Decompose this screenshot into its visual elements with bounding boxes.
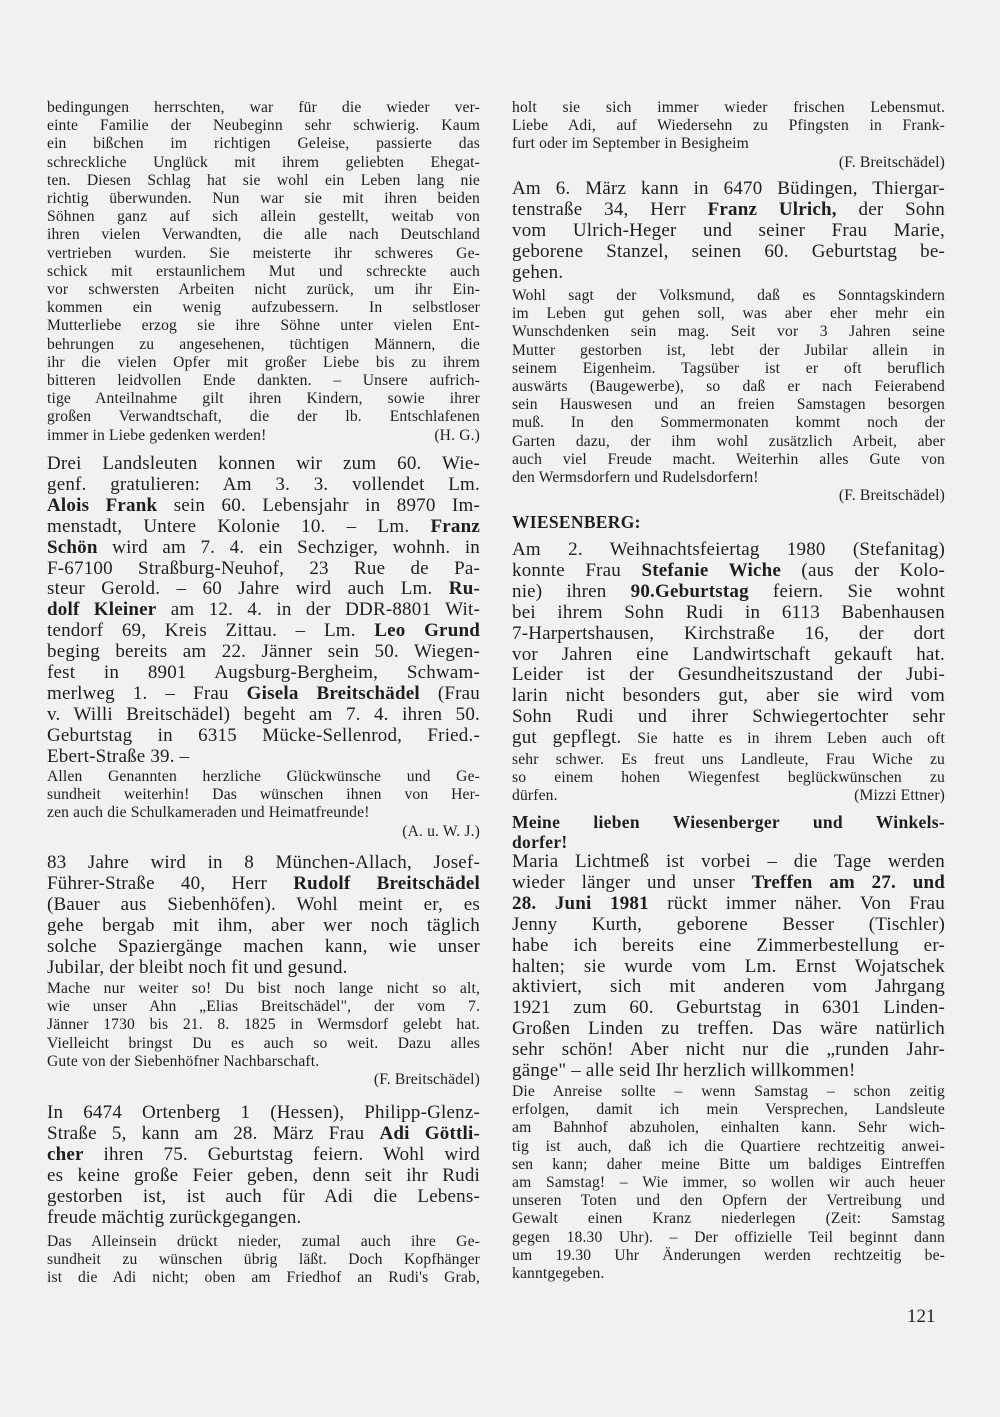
bold-name: Adi Göttli- [379, 1122, 480, 1144]
text-line [512, 378, 945, 396]
text-segment: gegen 18.30 Uhr). – Der offizielle Teil beginnt dann [512, 1228, 945, 1246]
text-line [512, 1101, 945, 1119]
text-segment: tendorf 69, Kreis Zittau. – Lm. [47, 620, 375, 642]
text-segment: nie) ihren [512, 580, 631, 602]
text-segment: merlweg 1. – Frau [47, 682, 247, 704]
text-line [47, 1233, 480, 1251]
text-segment: Gute von der Siebenhöfner Nachbarschaft. [47, 1052, 320, 1070]
text-line [47, 895, 480, 916]
text-segment: F-67100 Straßburg-Neuhof, 23 Rue de Pa- [47, 557, 480, 579]
bold-name: 90.Geburtstag [630, 580, 749, 602]
bold-name: Stefanie Wiche [641, 559, 781, 581]
text-line [47, 226, 480, 244]
text-line [47, 768, 480, 786]
text-segment: Wunschdenken sein mag. Seit vor 3 Jahren seine [512, 323, 945, 341]
text-segment: Großen Linden zu treffen. Das wäre natürlich [512, 1018, 945, 1040]
text-line [512, 977, 945, 998]
text-line [47, 1124, 480, 1145]
text-segment: sein 60. Lebensjahr in 8970 Im- [157, 494, 481, 516]
text-line [47, 1053, 480, 1071]
text-segment: sehr schön! Aber nicht nur die „runden Jahr- [512, 1039, 945, 1061]
text-segment: ein bißchen im richtigen Geleise, passierte das [47, 135, 480, 153]
text-segment: Führer-Straße 40, Herr [47, 872, 294, 894]
text-line [47, 1145, 480, 1166]
text-segment: Am 2. Weihnachtsfeiertag 1980 (Stefanitag) [512, 539, 945, 560]
text-line [47, 726, 480, 747]
text-line [512, 894, 945, 915]
text-line [47, 281, 480, 299]
text-line [512, 1156, 945, 1174]
text-line [512, 135, 945, 153]
text-line [512, 360, 945, 378]
text-line [47, 172, 480, 190]
text-segment: Am 6. März kann in 6470 Büdingen, Thiergar- [512, 178, 945, 199]
page-number: 121 [907, 1306, 936, 1327]
text-segment: tige Anteilnahme gilt ihren Kindern, sowie ihrer [47, 390, 480, 408]
text-line [47, 263, 480, 281]
text-line [47, 1103, 480, 1124]
text-line [512, 263, 945, 284]
text-segment: Jubilar, der bleibt noch fit und gesund. [47, 956, 348, 978]
text-segment: menstadt, Untere Kolonie 10. – Lm. [47, 515, 431, 537]
text-line [512, 99, 945, 117]
text-segment: bei ihrem Sohn Rudi in 6113 Babenhausen [512, 601, 945, 623]
bold-name: Alois Frank [47, 494, 158, 516]
text-line [512, 287, 945, 305]
text-line [512, 342, 945, 360]
text-line [512, 1119, 945, 1137]
text-segment: Söhnen ganz auf sich allein gestellt, weitab von [47, 208, 480, 226]
text-segment: wie unser Ahn „Elias Breitschädel", der vom 7. [47, 998, 480, 1016]
text-segment: Liebe Adi, auf Wiedersehn zu Pfingsten in Frank- [512, 117, 945, 135]
text-line [47, 538, 480, 559]
text-line [512, 540, 945, 561]
text-line [47, 663, 480, 684]
text-line [512, 812, 945, 832]
text-segment: Wohl sagt der Volksmund, daß es Sonntagskindern [512, 287, 945, 304]
text-line [47, 1016, 480, 1034]
text-segment: sehr schwer. Es freut uns Landleute, Frau Wiche zu [512, 751, 945, 768]
text-segment: Allen Genannten herzliche Glückwünsche und Ge- [47, 768, 480, 785]
text-segment: immer in Liebe gedenken werden! [47, 426, 267, 444]
text-line [47, 916, 480, 937]
text-segment: larin nicht besonders gut, aber sie wird vom [512, 685, 945, 707]
author-signature: (A. u. W. J.) [402, 822, 480, 840]
text-line [47, 705, 480, 726]
text-segment: zen auch die Schulkameraden und Heimatfreunde! [47, 804, 370, 822]
text-line [512, 433, 945, 451]
text-line [47, 208, 480, 226]
text-segment: freude mächtig zurückgegangen. [47, 1206, 302, 1228]
text-segment [47, 427, 266, 445]
text-line [512, 787, 945, 805]
text-segment: sein Hauswesen und an freien Samstagen besorgen [512, 396, 945, 414]
text-line [47, 804, 480, 822]
text-segment: bitteren leidvollen Ende dankten. – Unsere aufrich- [47, 372, 480, 390]
text-line [47, 747, 480, 768]
text-segment: Maria Lichtmeß ist vorbei – die Tage werden [512, 851, 945, 872]
text-line [512, 707, 945, 728]
text-line [512, 686, 945, 707]
text-line [47, 559, 480, 580]
text-line [47, 390, 480, 408]
text-line [47, 517, 480, 538]
text-segment: tig ist auch, daß ich die Quartiere rechtzeitig anwei- [512, 1137, 945, 1155]
bold-name: Schön [47, 536, 98, 558]
text-segment: gut gepflegt. [512, 727, 638, 749]
text-line [47, 1251, 480, 1269]
article-birthdays-60-wishes [47, 768, 480, 841]
text-line [47, 786, 480, 804]
text-line [47, 579, 480, 600]
text-line [47, 1208, 480, 1229]
text-segment: seinem Eigenheim. Tagsüber ist er oft beruflich [512, 359, 945, 377]
text-segment: Jänner 1730 bis 21. 8. 1825 in Wermsdorf gelebt hat. [47, 1016, 480, 1034]
text-line [47, 998, 480, 1016]
text-line [512, 1040, 945, 1061]
text-line [512, 221, 945, 242]
text-segment: (Frau [419, 682, 480, 704]
text-line [512, 769, 945, 787]
text-line [47, 1269, 480, 1287]
text-line [47, 874, 480, 895]
text-line [512, 603, 945, 624]
text-segment: schick mit erstaunlichem Mut und schreckte auch [47, 262, 480, 280]
text-segment: steur Gerold. – 60 Jahre wird auch Lm. [47, 578, 449, 600]
text-line [47, 980, 480, 998]
text-segment: genf. gratulieren: Am 3. 3. vollendet Lm. [47, 473, 480, 495]
text-line [512, 852, 945, 873]
article-stefanie-wiche [512, 540, 945, 750]
text-segment: sundheit zu wünschen übrig läßt. Doch Kopfhänger [47, 1251, 480, 1269]
text-segment: (Bauer aus Siebenhöfen). Wohl meint er, es [47, 893, 480, 915]
text-segment: einte Familie der Neubeginn sehr schwierig. Kaum [47, 117, 480, 135]
article-franz-ulrich [512, 179, 945, 284]
text-segment: großen Verwandtschaft, die der lb. Entschlafenen [47, 408, 480, 426]
text-segment: feiern. Sie wohnt [748, 580, 945, 602]
text-segment: tenstraße 34, Herr [512, 198, 708, 220]
text-line [512, 561, 945, 582]
text-line [47, 496, 480, 517]
text-line [512, 1229, 945, 1247]
article-birthdays-60 [47, 454, 480, 768]
text-segment: v. Willi Breitschädel) begeht am 7. 4. ihren 50. [47, 703, 480, 725]
text-line [512, 117, 945, 135]
text-segment: habe ich bereits eine Zimmerbestellung er- [512, 934, 945, 956]
text-segment: 83 Jahre wird in 8 München-Allach, Josef- [47, 852, 480, 873]
text-segment: Garten dazu, der ihm wohl zusätzlich Arbeit, aber [512, 432, 945, 450]
text-segment: Sie hatte es in ihrem Leben auch oft [637, 730, 945, 748]
text-segment: Geburtstag in 6315 Mücke-Sellenrod, Fried.- [47, 724, 480, 746]
text-line [512, 451, 945, 469]
article-rudolf-breitschaedel-wishes [47, 980, 480, 1089]
text-line [512, 915, 945, 936]
text-line [47, 117, 480, 135]
text-segment: kanntgegeben. [512, 1265, 605, 1283]
text-line [512, 323, 945, 341]
text-segment: bedingungen herrschten, war für die wieder ver- [47, 99, 480, 116]
text-line [47, 937, 480, 958]
text-segment: WIESENBERG: [512, 512, 641, 532]
article-adi-goettlicher-end [512, 99, 945, 172]
author-signature: (F. Breitschädel) [838, 487, 945, 505]
author-signature: (Mizzi Ettner) [854, 787, 945, 805]
text-segment: Jenny Kurth, geborene Besser (Tischler) [512, 913, 945, 935]
text-segment: Vielleicht bringst Du es auch so weit. Dazu alles [47, 1034, 480, 1052]
text-line [47, 684, 480, 705]
text-segment: furt oder im September in Besigheim [512, 135, 749, 153]
text-segment: unseren Toten und den Opfern der Vertreibung und [512, 1192, 945, 1210]
text-line [512, 1138, 945, 1156]
text-segment: ihr die vielen Opfer mit großer Liebe bis zu ihrem [47, 353, 480, 371]
text-segment: sen kann; daher meine Bitte um baldiges Eintreffen [512, 1155, 945, 1173]
text-line [512, 396, 945, 414]
article-rudolf-breitschaedel [47, 853, 480, 978]
text-segment: ihren vielen Verwandten, die alle nach Deutschland [47, 226, 480, 244]
text-segment: (aus der Kolo- [780, 559, 945, 581]
article-obituary-end [47, 99, 480, 445]
text-segment: geborene Stanzel, seinen 60. Geburtstag be- [512, 240, 945, 262]
text-line [512, 751, 945, 769]
text-line [47, 1035, 480, 1053]
text-segment: muß. In den Sommermonaten kommt noch der [512, 414, 945, 432]
text-segment: am Samstag! – Wie immer, so wollen wir auch heuer [512, 1174, 945, 1192]
text-line [512, 998, 945, 1019]
bold-name: 28. Juni 1981 [512, 892, 649, 914]
text-line [512, 242, 945, 263]
text-segment: am 12. 4. in der DDR-8801 Wit- [156, 599, 480, 621]
text-segment: aktiviert, sich mit anderen vom Jahrgang [512, 976, 945, 998]
text-line [47, 190, 480, 208]
text-line [47, 853, 480, 874]
text-segment: vor schwersten Arbeiten nicht zurück, um ihr Ein- [47, 281, 480, 299]
text-line [47, 336, 480, 354]
text-line [47, 354, 480, 372]
text-segment: Mutter gestorben ist, lebt der Jubilar allein in [512, 341, 945, 359]
text-segment: 1921 zum 60. Geburtstag in 6301 Linden- [512, 997, 945, 1019]
text-line [47, 135, 480, 153]
bold-name: Rudolf Breitschädel [293, 872, 480, 894]
text-segment: Sohn Rudi und ihrer Schwiegertochter sehr [512, 706, 945, 728]
text-line [512, 305, 945, 323]
text-segment: den Wermsdorfern und Rudelsdorfern! [512, 469, 759, 487]
text-segment: Meine lieben Wiesenberger und Winkels- [512, 812, 945, 832]
text-line [47, 408, 480, 426]
text-segment: Leider ist der Gesundheitszustand der Jubi- [512, 664, 945, 686]
text-line [47, 958, 480, 979]
text-line [512, 645, 945, 666]
text-segment: im Leben gut gehen soll, was aber eher mehr ein [512, 305, 945, 323]
text-segment: holt sie sich immer wieder frischen Lebensmut. [512, 99, 945, 116]
text-line [512, 1083, 945, 1101]
bold-name: Franz Ulrich, [707, 198, 837, 220]
text-line [512, 179, 945, 200]
bold-name: Gisela Breitschädel [246, 682, 420, 704]
text-segment: behrungen zu angesehenen, tüchtigen Männern, die [47, 335, 480, 353]
text-segment: rückt immer näher. Von Frau [648, 892, 946, 914]
text-segment: gehe bergab mit ihm, aber wer noch täglich [47, 914, 480, 936]
article-treffen [512, 852, 945, 1082]
text-line [512, 1247, 945, 1265]
text-segment: der Sohn [836, 198, 945, 220]
text-segment: ist die Adi nicht; oben am Friedhof an Rudi's Grab, [47, 1269, 480, 1287]
text-line [512, 1019, 945, 1040]
article-stefanie-wiche-end [512, 751, 945, 806]
text-segment: Mache nur weiter so! Du bist noch lange nicht so alt, [47, 980, 480, 997]
article-franz-ulrich-note [512, 287, 945, 505]
text-segment: konnte Frau [512, 559, 642, 581]
text-segment: solche Spaziergänge machen kann, wie unser [47, 935, 480, 957]
text-line [512, 665, 945, 686]
text-segment: halten; sie wurde vom Lm. Ernst Wojatschek [512, 955, 945, 977]
text-line [512, 414, 945, 432]
article-adi-goettlicher [47, 1103, 480, 1228]
text-segment: sundheit weiterhin! Das wünschen ihnen von Her- [47, 786, 480, 804]
text-line [512, 1174, 945, 1192]
text-line [512, 512, 945, 532]
text-segment: so einem hohen Wiegenfest beglückwünschen zu [512, 769, 945, 787]
text-line [512, 469, 945, 487]
text-segment: fest in 8901 Augsburg-Bergheim, Schwam- [47, 662, 480, 684]
text-line [512, 200, 945, 221]
text-line [47, 427, 480, 445]
text-line [47, 99, 480, 117]
text-segment: beging bereits am 22. Jänner sein 50. Wiegen- [47, 641, 480, 663]
text-line [512, 1061, 945, 1082]
author-signature: (H. G.) [434, 426, 480, 444]
bold-name: Leo Grund [374, 620, 480, 642]
text-segment: Drei Landsleuten konnen wir zum 60. Wie- [47, 453, 480, 474]
text-segment: ten. Diesen Schlag hat sie wohl ein Leben lang nie [47, 171, 480, 189]
text-line [47, 245, 480, 263]
text-line [512, 832, 945, 852]
text-line [47, 600, 480, 621]
text-segment: ihren 75. Geburtstag feiern. Wohl wird [83, 1143, 480, 1165]
text-segment: auch viel Freude macht. Weiterhin alles Gute von [512, 450, 945, 468]
text-line [512, 728, 945, 750]
text-segment: gestorben ist, ist auch für Adi die Lebens- [47, 1185, 480, 1207]
text-segment: um 19.30 Uhr Änderungen werden rechtzeitig be- [512, 1246, 945, 1264]
text-line [47, 642, 480, 663]
text-segment: gehen. [512, 261, 564, 283]
text-line [512, 624, 945, 645]
article-adi-goettlicher-note [47, 1233, 480, 1288]
text-line [47, 621, 480, 642]
text-segment: wieder länger und unser [512, 871, 752, 893]
text-segment: Die Anreise sollte – wenn Samstag – schon zeitig [512, 1083, 945, 1100]
bold-name: dolf Kleiner [47, 599, 157, 621]
text-segment [512, 787, 558, 805]
text-segment: wird am 7. 4. ein Sechziger, wohnh. in [97, 536, 480, 558]
text-line [47, 475, 480, 496]
text-segment: Straße 5, kann am 28. März Frau [47, 1122, 380, 1144]
text-line [47, 454, 480, 475]
text-segment: Mutterliebe erzog sie ihre Söhne unter vielen Ent- [47, 317, 480, 335]
text-segment: vertrieben wurden. Sie meisterte ihr schweres Ge- [47, 244, 480, 262]
text-segment: es keine große Feier geben, denn seit ihr Rudi [47, 1164, 480, 1186]
text-line [512, 582, 945, 603]
letter-heading [512, 812, 945, 852]
text-segment: kommen ein wenig aufzubessern. In selbstloser [47, 299, 480, 317]
text-segment: erfolgen, damit ich mein Versprechen, Landsleute [512, 1101, 945, 1119]
text-line [47, 1166, 480, 1187]
text-line [512, 936, 945, 957]
text-segment: In 6474 Ortenberg 1 (Hessen), Philipp-Glenz- [47, 1102, 480, 1123]
text-line [47, 154, 480, 172]
text-line [512, 1265, 945, 1283]
author-signature: (F. Breitschädel) [373, 1071, 480, 1089]
bold-name: Ru- [448, 578, 480, 600]
text-segment: gänge" – alle seid Ihr herzlich willkommen! [512, 1060, 856, 1082]
text-line [512, 1192, 945, 1210]
text-line [47, 317, 480, 335]
text-segment: richtig überwunden. Nun war sie mit ihren beiden [47, 190, 480, 208]
text-line [512, 957, 945, 978]
text-segment: auswärts (Baugewerbe), so daß er nach Feierabend [512, 378, 945, 396]
text-line [512, 873, 945, 894]
text-segment: Das Alleinsein drückt nieder, zumal auch ihre Ge- [47, 1233, 480, 1250]
text-line [512, 1210, 945, 1228]
text-segment: dürfen. [512, 787, 558, 805]
text-segment: Ebert-Straße 39. – [47, 745, 190, 767]
text-segment: 7-Harpertshausen, Kirchstraße 16, der dort [512, 622, 945, 644]
text-segment: vom Ulrich-Heger und seiner Frau Marie, [512, 219, 945, 241]
bold-name: cher [47, 1143, 84, 1165]
text-segment: dorfer! [512, 832, 568, 852]
text-segment: schreckliche Unglück mit ihrem geliebten Ehegat- [47, 153, 480, 171]
section-heading-wiesenberg [512, 512, 945, 532]
text-line [47, 1187, 480, 1208]
text-segment: vor Jahren eine Landwirtschaft gekauft hat. [512, 643, 945, 665]
text-segment: Gewalt einen Kranz niederlegen (Zeit: Samstag [512, 1210, 945, 1228]
text-segment: am Bahnhof abzuholen, einhalten kann. Sehr wich- [512, 1119, 945, 1137]
article-treffen-details [512, 1083, 945, 1283]
text-line [47, 299, 480, 317]
bold-name: Franz [430, 515, 480, 537]
author-signature: (F. Breitschädel) [838, 153, 945, 171]
bold-name: Treffen am 27. und [751, 871, 945, 893]
text-line [47, 372, 480, 390]
